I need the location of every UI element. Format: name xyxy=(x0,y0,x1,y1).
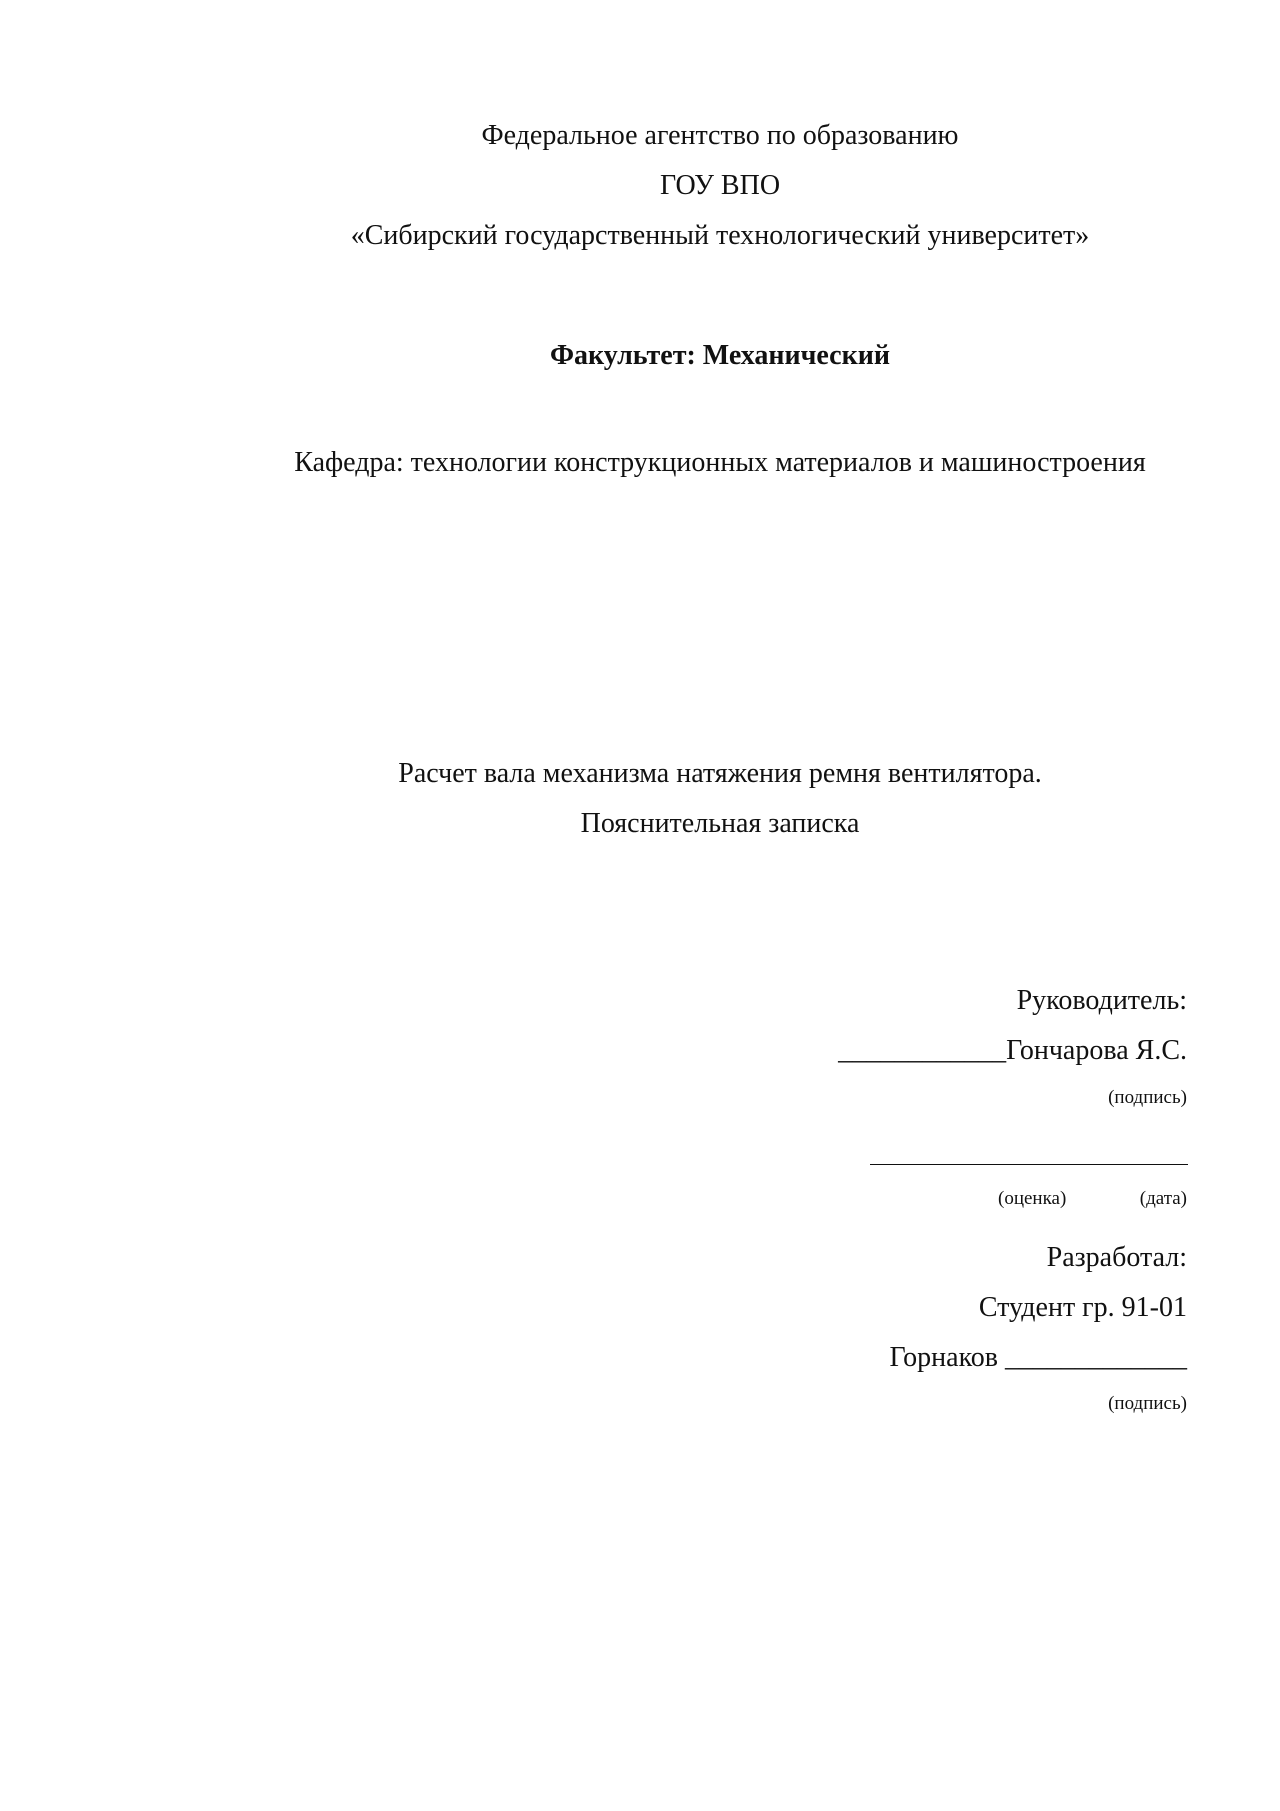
agency-name: Федеральное агентство по образованию xyxy=(481,120,959,151)
faculty-heading: Факультет: Механический xyxy=(549,340,890,371)
department-heading: Кафедра: технологии конструкционных материалов и машиностроения xyxy=(294,447,1146,478)
author-name: Горнаков _____________ xyxy=(889,1342,1187,1373)
university-name: «Сибирский государственный технологический университет» xyxy=(350,220,1090,251)
supervisor-name: ____________Гончарова Я.С. xyxy=(838,1035,1187,1066)
institution-type: ГОУ ВПО xyxy=(659,170,781,201)
grade-date-blank xyxy=(870,1164,1188,1165)
work-subtitle: Пояснительная записка xyxy=(580,808,860,839)
grade-caption: (оценка) xyxy=(998,1188,1067,1209)
work-title: Расчет вала механизма натяжения ремня вентилятора. xyxy=(398,758,1042,789)
author-label: Разработал: xyxy=(1046,1242,1187,1273)
author-group: Студент гр. 91-01 xyxy=(978,1292,1187,1323)
author-signature-caption: (подпись) xyxy=(1108,1393,1187,1414)
supervisor-signature-caption: (подпись) xyxy=(1108,1087,1187,1108)
supervisor-label: Руководитель: xyxy=(1016,985,1187,1016)
date-caption: (дата) xyxy=(1139,1188,1187,1209)
